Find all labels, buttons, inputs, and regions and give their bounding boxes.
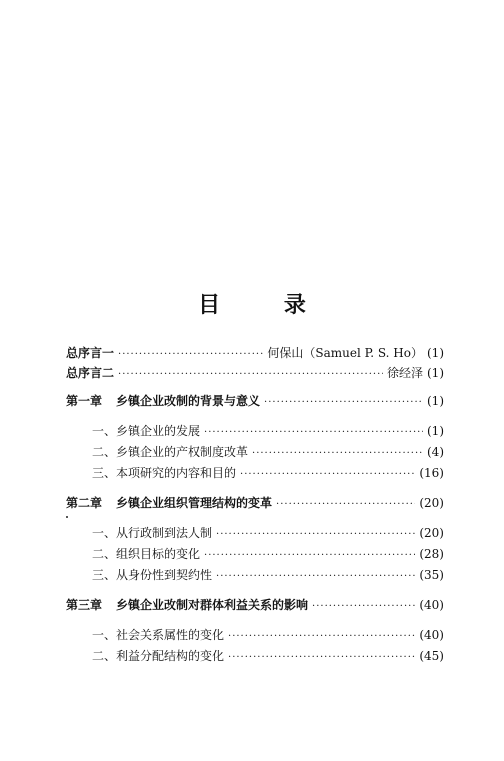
toc-chapter-2[interactable] xyxy=(66,494,444,512)
toc-entry-page: (1) xyxy=(427,366,444,380)
leader-dots xyxy=(252,448,423,459)
toc-section-2-2[interactable] xyxy=(66,545,444,563)
toc-section-1-2[interactable] xyxy=(66,443,444,461)
leader-dots xyxy=(228,652,415,663)
leader-dots xyxy=(216,529,415,540)
toc-entry-label: 一、社会关系属性的变化 xyxy=(92,628,225,642)
toc-entry-page: (45) xyxy=(419,649,444,663)
toc-entry-author: 何保山（Samuel P. S. Ho） xyxy=(267,346,423,360)
toc-entry-label: 乡镇企业组织管理结构的变革 xyxy=(116,496,273,510)
toc-entry-page: (20) xyxy=(419,526,444,540)
leader-dots xyxy=(216,571,415,582)
leader-dots xyxy=(204,427,423,438)
toc-chapter-3[interactable] xyxy=(66,596,444,614)
leader-dots xyxy=(264,397,423,408)
toc-entry-label: 二、乡镇企业的产权制度改革 xyxy=(92,445,249,459)
toc-entry-page: (20) xyxy=(419,496,444,510)
toc-entry-page: (4) xyxy=(427,445,444,459)
toc-entry-page: (1) xyxy=(427,394,444,408)
leader-dots xyxy=(228,631,415,642)
chapter-number: 第三章 xyxy=(66,598,103,612)
chapter-number: 第一章 xyxy=(66,394,103,408)
toc-entry-label: 三、从身份性到契约性 xyxy=(92,568,213,582)
toc-entry-page: (16) xyxy=(419,466,444,480)
leader-dots xyxy=(240,469,415,480)
toc-entry-label: 一、乡镇企业的发展 xyxy=(92,424,201,438)
toc-entry-page: (28) xyxy=(419,547,444,561)
leader-dots xyxy=(118,369,383,380)
toc-entry-label: 乡镇企业改制对群体利益关系的影响 xyxy=(116,598,309,612)
toc-entry-preface-2[interactable] xyxy=(66,364,444,382)
toc-entry-page: (35) xyxy=(419,568,444,582)
toc-entry-label: 总序言二 xyxy=(66,366,115,380)
toc-entry-label: 一、从行政制到法人制 xyxy=(92,526,213,540)
toc-entry-preface-1[interactable] xyxy=(66,344,444,362)
toc-entry-label: 三、本项研究的内容和目的 xyxy=(92,466,237,480)
toc-section-1-3[interactable] xyxy=(66,464,444,482)
toc-entry-page: (40) xyxy=(419,628,444,642)
scan-speck xyxy=(66,516,68,518)
toc-entry-page: (1) xyxy=(427,424,444,438)
leader-dots xyxy=(118,349,263,360)
toc-section-2-3[interactable] xyxy=(66,566,444,584)
toc-entry-author: 徐经泽 xyxy=(386,366,423,380)
toc-entry-label: 二、利益分配结构的变化 xyxy=(92,649,225,663)
leader-dots xyxy=(276,499,415,510)
toc-entry-page: (1) xyxy=(427,346,444,360)
leader-dots xyxy=(204,550,415,561)
toc-chapter-1[interactable] xyxy=(66,392,444,410)
toc-section-3-1[interactable] xyxy=(66,626,444,644)
toc-entry-label: 总序言一 xyxy=(66,346,115,360)
toc-section-1-1[interactable] xyxy=(66,422,444,440)
toc-entry-label: 二、组织目标的变化 xyxy=(92,547,201,561)
chapter-number: 第二章 xyxy=(66,496,103,510)
leader-dots xyxy=(312,601,415,612)
toc-section-2-1[interactable] xyxy=(66,524,444,542)
toc-entry-label: 乡镇企业改制的背景与意义 xyxy=(116,394,261,408)
toc-section-3-2[interactable] xyxy=(66,647,444,665)
page-title: 目 录 xyxy=(198,293,334,318)
toc-entry-page: (40) xyxy=(419,598,444,612)
